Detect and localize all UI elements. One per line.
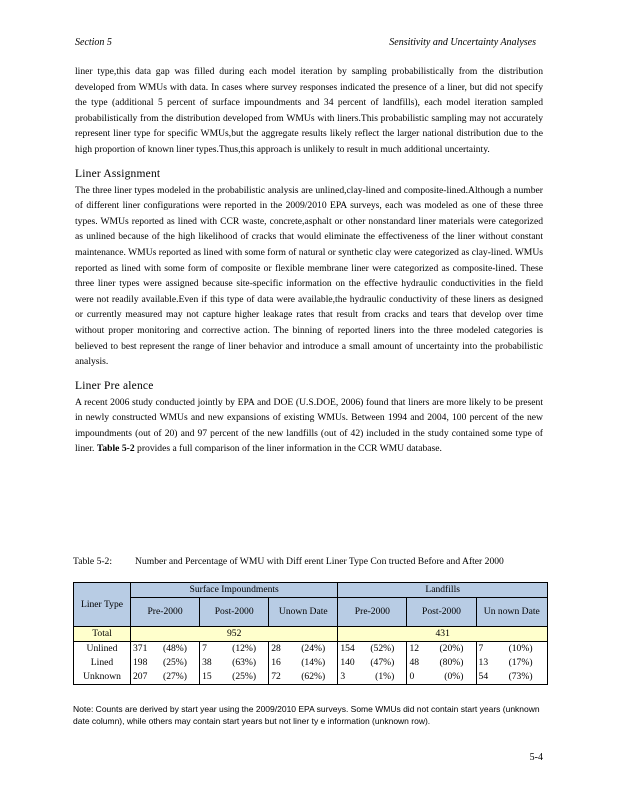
body-text (75, 64, 543, 457)
page-number: 5-4 (529, 752, 543, 763)
cell-pct: (14%) (301, 657, 326, 668)
col-header-lf-pre: Pre-2000 (338, 598, 407, 627)
prevalence-text-after: provides a full comparison of the liner information in the CCR WMU database. (137, 443, 442, 455)
cell-pct: (47%) (370, 657, 395, 668)
group-header-surface: Surface Impoundments (131, 583, 338, 598)
table-caption-number: Table 5-2: (73, 556, 113, 567)
cell-pct: (48%) (163, 643, 187, 654)
table-row (74, 642, 548, 657)
cell-count: 38 (202, 657, 212, 668)
cell-count: 140 (340, 657, 355, 668)
table-row (74, 656, 548, 670)
cell-count: 371 (133, 643, 148, 654)
cell-pct: (25%) (163, 657, 187, 668)
cell-count: 54 (478, 671, 489, 682)
total-label: Total (74, 627, 131, 642)
cell-count: 207 (133, 671, 148, 682)
cell-pct: (12%) (232, 643, 257, 654)
prevalence-text-before: A recent 2006 study conducted jointly by EPA and DOE (U.S.DOE, 2006) found that liners are more likely to be present in newly constructed WMUs and new expansions of existing WMUs. Between 1994 and 2004, 100 percent of the new impoundments (out of 20) and 97 percent of the new landfills (out of 42) included in the study contained some type of liner. (75, 396, 543, 455)
col-header-si-unknown: Unown Date (269, 598, 338, 627)
cell-count: 48 (409, 657, 420, 668)
cell-count: 7 (202, 643, 207, 654)
intro-paragraph: liner type,this data gap was filled during each model iteration by sampling probabilistically from the distribution developed from WMUs with data. In cases where survey responses indicated the presence of a liner, but did not specify the type (additional 5 percent of surface impoundments and 34 percent of landfills), each model iteration sampled probabilistically from the distribution developed from WMUs with liners.This probabilistic sampling may not accurately represent liner type for specific WMUs,but the aggregate results likely reflect the larger national distribution due to the high proportion of known liner types.Thus,this approach is unlikely to result in much additional uncertainty. (75, 66, 543, 155)
cell-count: 28 (271, 643, 281, 654)
cell-pct: (62%) (301, 671, 326, 682)
liner-prevalence-paragraph (75, 395, 543, 457)
table-row (74, 670, 548, 685)
liner-assignment-paragraph: The three liner types modeled in the probabilistic analysis are unlined,clay-lined and composite-lined.Although a number of different liner configurations were reported in the 2009/2010 EPA surveys, each was modeled as one of these three types. WMUs reported as lined with CCR waste, concrete,asphalt or other nonstandard liner materials were categorized as unlined because of the high likelihood of cracks that would eliminate the effectiveness of the liner without constant maintenance. WMUs reported as lined with some form of natural or synthetic clay were categorized as clay-lined. WMUs reported as lined with some form of composite or flexible membrane liner were categorized as composite-lined. These three liner types were assigned because site-specific information on the effective hydraulic conductivities in the field were not readily available.Even if this type of data were available,the hydraulic conductivity of these liners as designed or currently measured may not capture higher leakage rates that result from cracks and tears that develop over time without proper monitoring and corrective action. The binning of reported liners into the three modeled categories is believed to best represent the range of liner behavior and introduce a small amount of uncertainty into the probabilistic analysis. (75, 184, 543, 368)
cell-pct: (73%) (508, 671, 533, 682)
liner-prevalence-heading: Liner Pre alence (75, 379, 154, 392)
running-header-title: Sensitivity and Uncertainty Analyses (389, 37, 536, 48)
row-label: Lined (74, 656, 131, 670)
cell-count: 12 (409, 643, 420, 654)
table-note: Note: Counts are derived by start year using the 2009/2010 EPA surveys. Some WMUs did not contain start years (unknown date column), while others may contain start years but not liner ty e information (unknown row). (73, 704, 540, 726)
cell-count: 3 (340, 671, 346, 682)
cell-count: 16 (271, 657, 281, 668)
col-header-liner-type: Liner Type (74, 583, 131, 627)
cell-pct: (17%) (508, 657, 533, 668)
col-header-lf-post: Post-2000 (407, 598, 476, 627)
cell-count: 7 (478, 643, 484, 654)
row-label: Unknown (74, 670, 131, 685)
group-header-landfills: Landfills (338, 583, 548, 598)
table-reference[interactable]: Table 5-2 (96, 443, 135, 455)
total-landfills: 431 (338, 627, 548, 642)
cell-pct: (52%) (370, 643, 395, 654)
table-caption (73, 555, 543, 568)
cell-pct: (0%) (444, 671, 464, 682)
total-surface: 952 (131, 627, 338, 642)
liner-assignment-heading: Liner Assignment (75, 167, 161, 180)
cell-pct: (25%) (232, 671, 257, 682)
cell-pct: (10%) (508, 643, 533, 654)
cell-count: 0 (409, 671, 415, 682)
cell-pct: (20%) (439, 643, 464, 654)
table-caption-text: Number and Percentage of WMU with Diff erent Liner Type Con tructed Before and After 2000 (135, 556, 504, 567)
cell-count: 198 (133, 657, 148, 668)
liner-table (73, 582, 548, 685)
col-header-si-pre: Pre-2000 (131, 598, 200, 627)
running-header-section: Section 5 (75, 37, 112, 48)
col-header-lf-unknown: Un nown Date (476, 598, 547, 627)
cell-pct: (63%) (232, 657, 257, 668)
cell-pct: (80%) (439, 657, 464, 668)
cell-count: 154 (340, 643, 355, 654)
cell-count: 15 (202, 671, 212, 682)
cell-pct: (1%) (375, 671, 395, 682)
col-header-si-post: Post-2000 (200, 598, 269, 627)
row-label: Unlined (74, 642, 131, 657)
cell-count: 72 (271, 671, 281, 682)
cell-count: 13 (478, 657, 489, 668)
cell-pct: (24%) (301, 643, 326, 654)
cell-pct: (27%) (163, 671, 187, 682)
